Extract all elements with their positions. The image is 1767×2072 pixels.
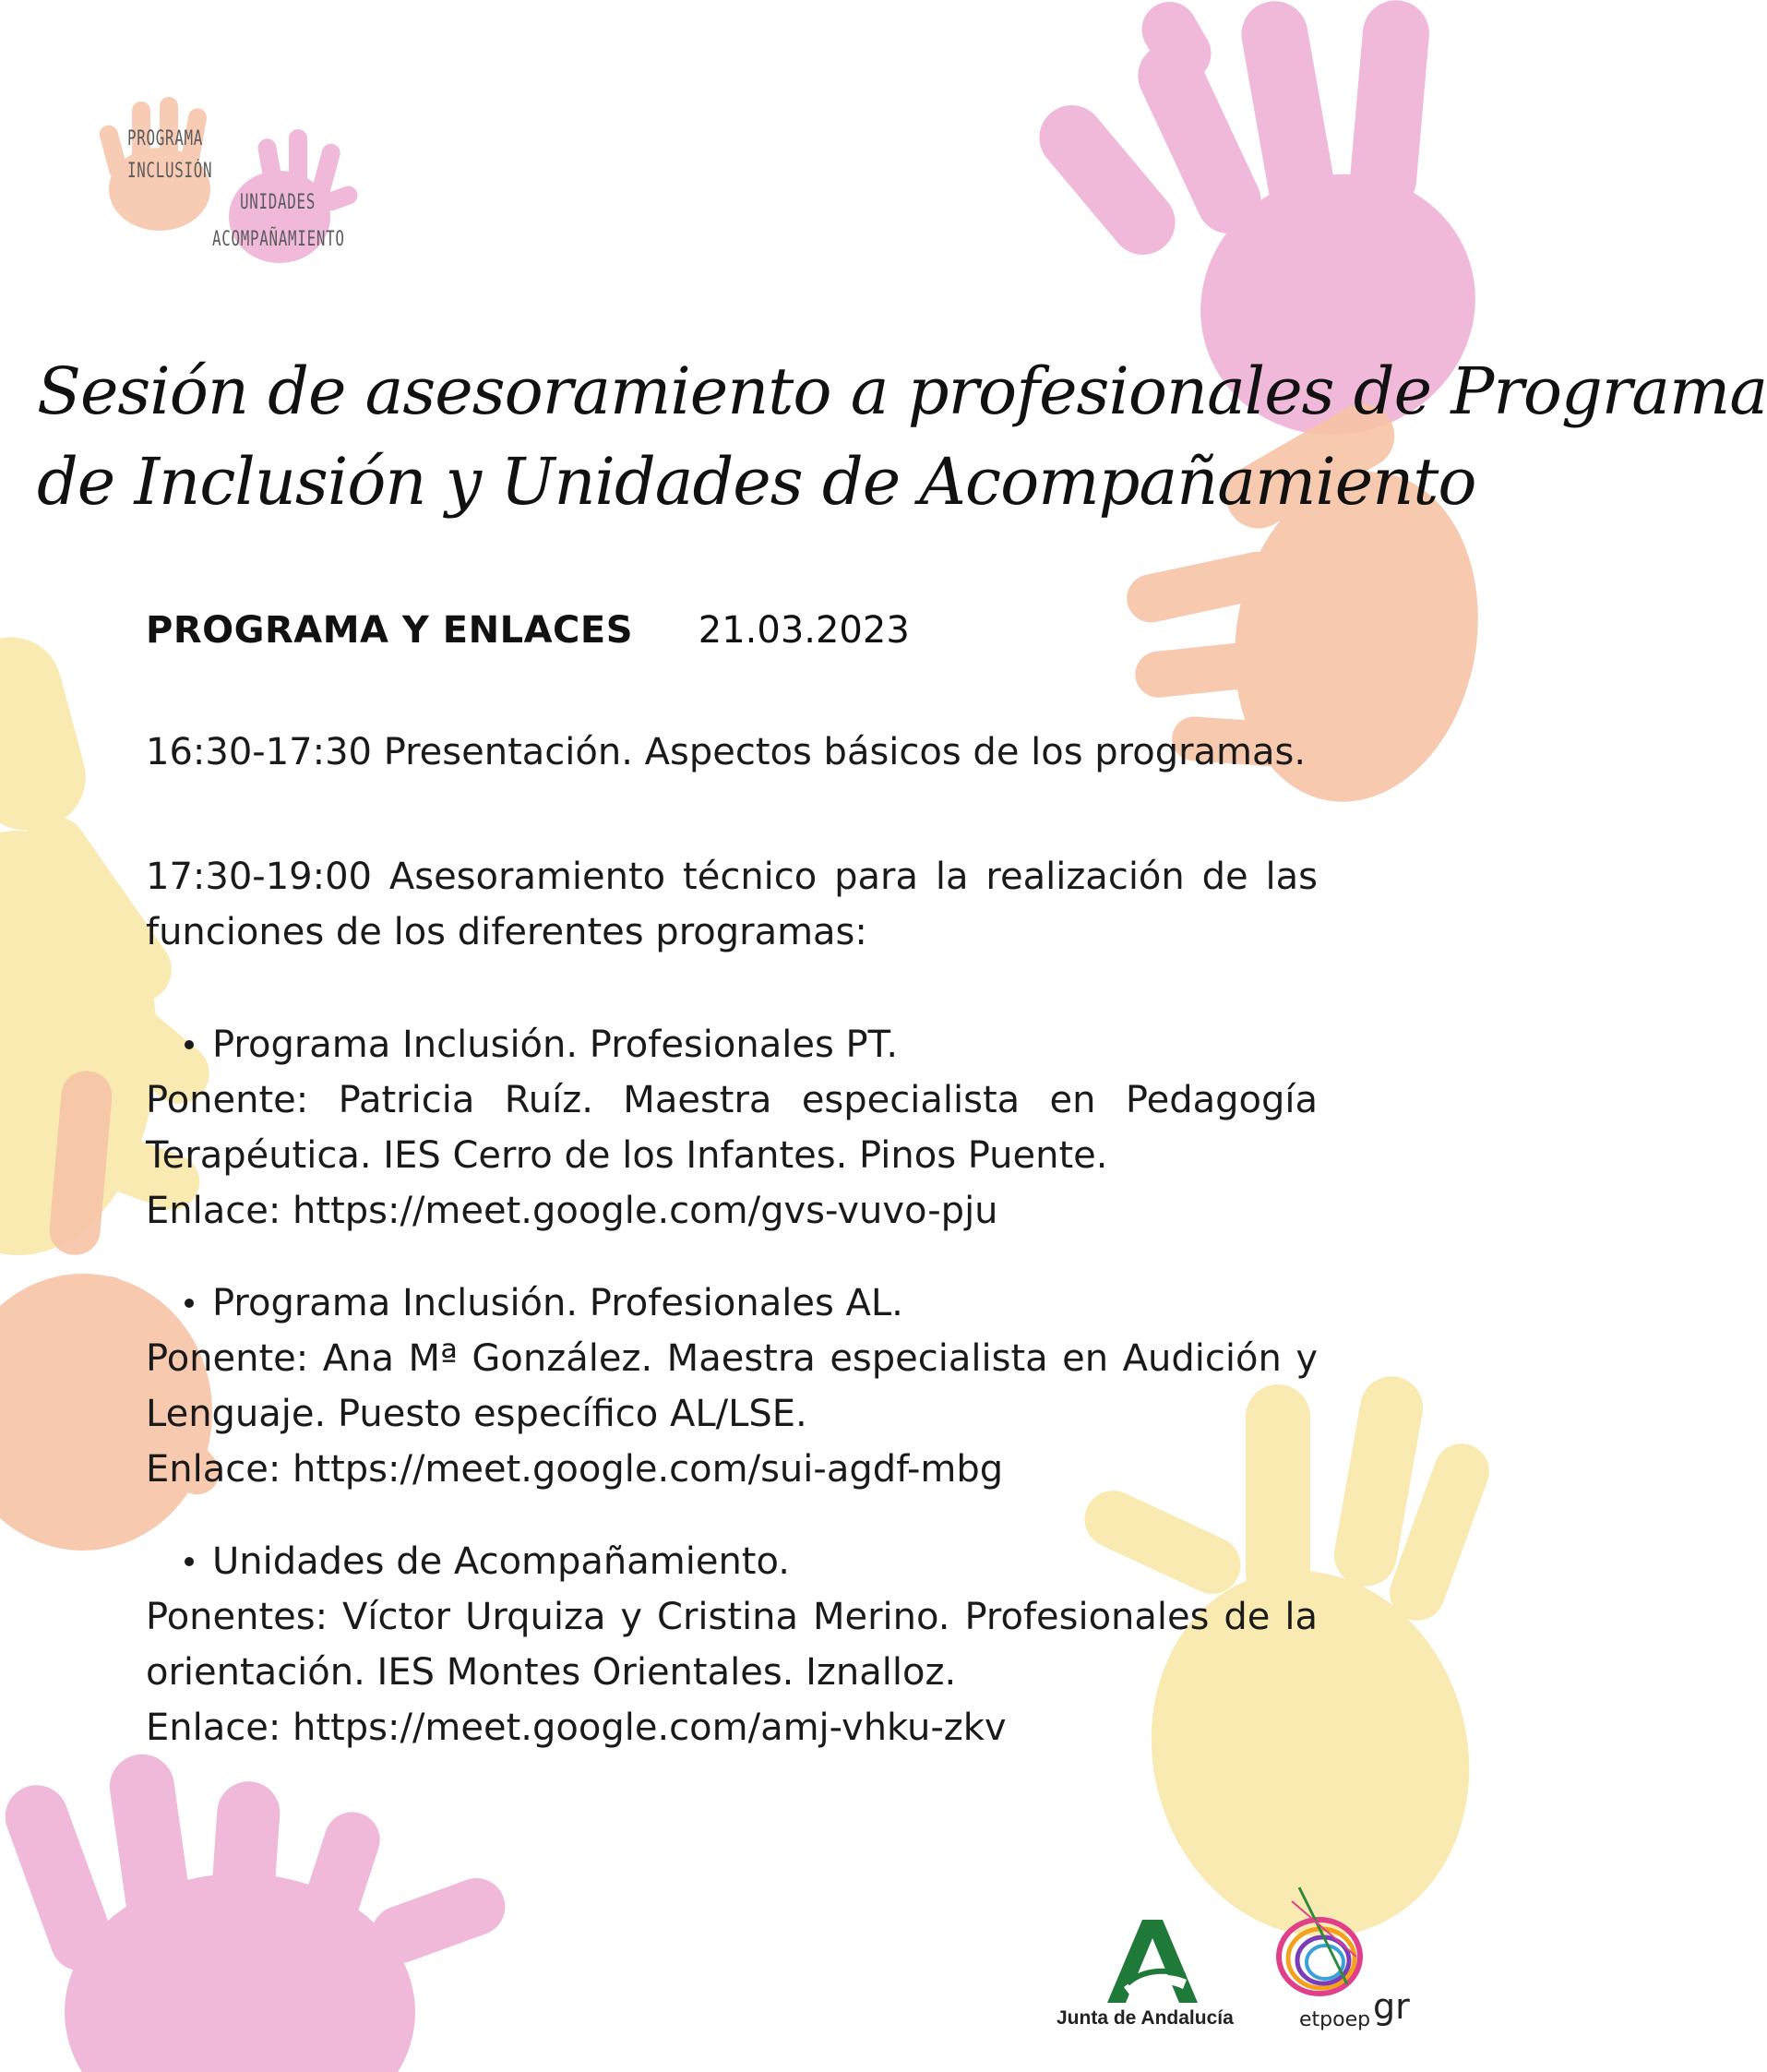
pink-hand-bottom-left-icon bbox=[0, 1750, 513, 2072]
session-speaker: Ponentes: Víctor Urquiza y Cristina Merino. Profesionales de la orientación. IES Montes Orientales. Iznalloz. bbox=[146, 1596, 1318, 1694]
junta-a-icon bbox=[1105, 1915, 1207, 2007]
program-links-heading: PROGRAMA Y ENLACES bbox=[146, 609, 634, 652]
session-title: Programa Inclusión. Profesionales PT. bbox=[146, 1017, 1318, 1072]
title-line-2: de Inclusión y Unidades de Acompañamiento bbox=[37, 444, 1476, 520]
schedule-item-2: 17:30-19:00 Asesoramiento técnico para la realización de las funciones de los diferentes programas: bbox=[146, 856, 1318, 953]
schedule-item-1: 16:30-17:30 Presentación. Aspectos básicos de los programas. bbox=[146, 731, 1307, 773]
logo-text-unidades: UNIDADES bbox=[240, 191, 316, 214]
session-link[interactable]: Enlace: https://meet.google.com/sui-agdf-mbg bbox=[146, 1448, 1004, 1491]
session-link[interactable]: Enlace: https://meet.google.com/gvs-vuvo-pju bbox=[146, 1190, 998, 1232]
session-block-1 bbox=[146, 1017, 1318, 1239]
logo-text-acompanamiento: ACOMPAÑAMIENTO bbox=[212, 228, 345, 251]
session-title: Programa Inclusión. Profesionales AL. bbox=[146, 1276, 1318, 1331]
etpoep-gr-label: gr bbox=[1373, 1986, 1410, 2027]
logo-text-programa: PROGRAMA bbox=[127, 127, 204, 150]
junta-label: Junta de Andalucía bbox=[1057, 2007, 1234, 2029]
etpoep-label: etpoep bbox=[1299, 2008, 1371, 2031]
session-speaker: Ponente: Patricia Ruíz. Maestra especialista en Pedagogía Terapéutica. IES Cerro de los Infantes. Pinos Puente. bbox=[146, 1079, 1318, 1177]
session-date: 21.03.2023 bbox=[698, 609, 910, 652]
program-content bbox=[146, 725, 1318, 1755]
etpoep-swirl-icon bbox=[1255, 1883, 1384, 2012]
junta-andalucia-logo bbox=[1052, 1915, 1255, 2044]
page-title bbox=[37, 346, 1767, 527]
logo-text-inclusion: INCLUSIÓN bbox=[127, 160, 213, 183]
etpoep-logo bbox=[1255, 1883, 1439, 2049]
session-link[interactable]: Enlace: https://meet.google.com/amj-vhku-zkv bbox=[146, 1707, 1007, 1749]
session-block-2 bbox=[146, 1276, 1318, 1497]
session-speaker: Ponente: Ana Mª González. Maestra especialista en Audición y Lenguaje. Puesto específico AL/LSE. bbox=[146, 1337, 1318, 1435]
session-title: Unidades de Acompañamiento. bbox=[146, 1534, 1318, 1589]
program-header bbox=[146, 609, 910, 652]
title-line-1: Sesión de asesoramiento a profesionales de Programa bbox=[37, 353, 1767, 429]
session-block-3 bbox=[146, 1534, 1318, 1755]
program-logo bbox=[100, 88, 358, 272]
